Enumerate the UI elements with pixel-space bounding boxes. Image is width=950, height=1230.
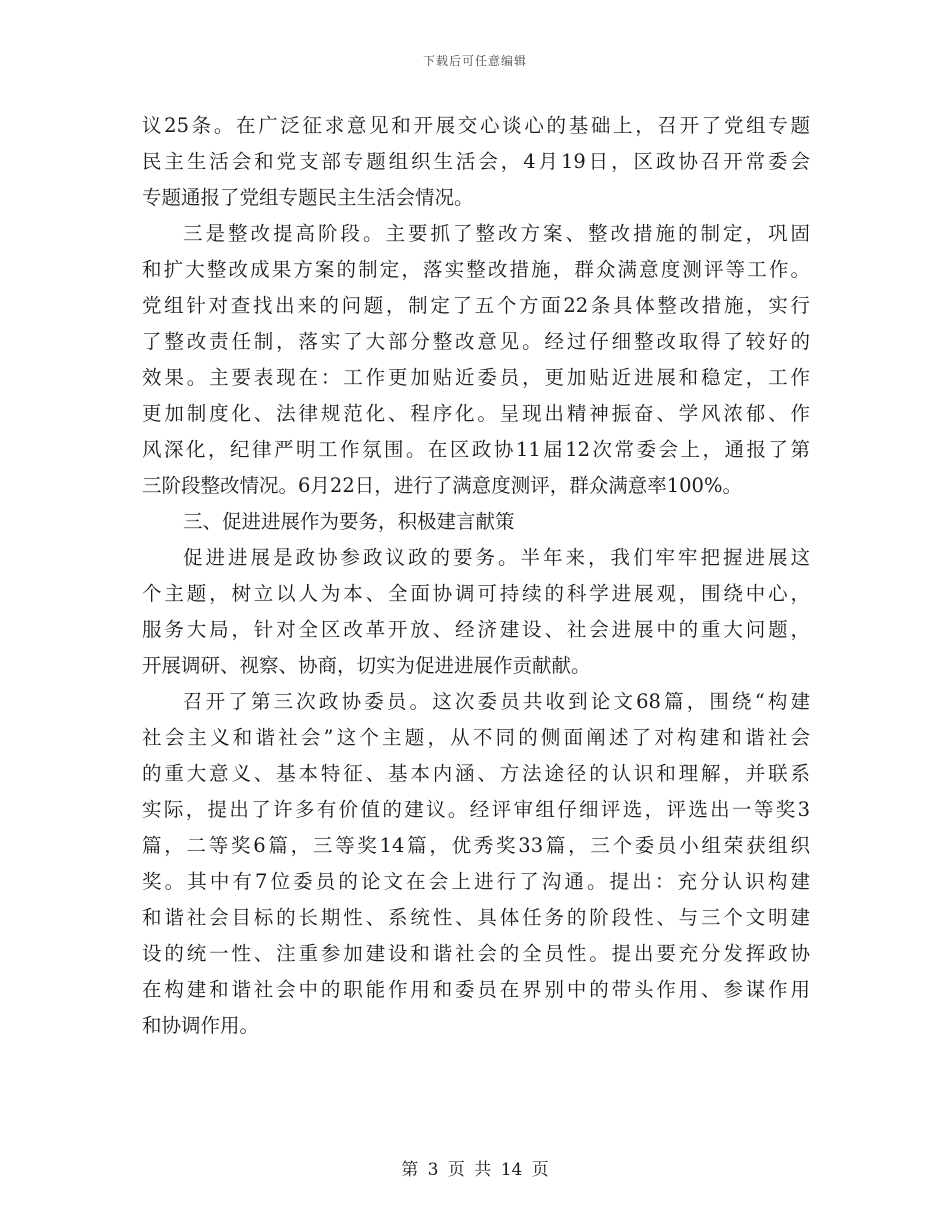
text-line: 和谐社会目标的长期性、系统性、具体任务的阶段性、与三个文明建 <box>142 906 810 929</box>
text-line: 风深化，纪律严明工作氛围。在区政协11届12次常委会上，通报了第 <box>142 438 810 461</box>
text-line: 在构建和谐社会中的职能作用和委员在界别中的带头作用、参谋作用 <box>142 978 810 1001</box>
text-line: 实际，提出了许多有价值的建议。经评审组仔细评选，评选出一等奖3 <box>142 798 810 821</box>
paragraph <box>142 684 810 1044</box>
text-line: 个主题，树立以人为本、全面协调可持续的科学进展观，围绕中心， <box>142 582 810 605</box>
text-line: 开展调研、视察、协商，切实为促进进展作贡献献。 <box>142 654 591 677</box>
text-line: 的重大意义、基本特征、基本内涵、方法途径的认识和理解，并联系 <box>142 762 810 785</box>
text-line: 和协调作用。 <box>142 1014 260 1037</box>
text-line: 三阶段整改情况。6月22日，进行了满意度测评，群众满意率100%。 <box>142 474 742 497</box>
page-footer: 第 3 页 共 14 页 <box>401 1160 549 1180</box>
text-line: 效果。主要表现在：工作更加贴近委员，更加贴近进展和稳定，工作 <box>142 366 810 389</box>
text-line: 党组针对查找出来的问题，制定了五个方面22条具体整改措施，实行 <box>142 294 810 317</box>
text-line: 召开了第三次政协委员。这次委员共收到论文68篇，围绕“构建 <box>183 690 810 713</box>
text-line: 专题通报了党组专题民主生活会情况。 <box>142 186 474 209</box>
text-line: 三是整改提高阶段。主要抓了整改方案、整改措施的制定，巩固 <box>183 222 810 245</box>
text-line: 三、促进进展作为要务，积极建言献策 <box>183 510 515 533</box>
text-line: 议25条。在广泛征求意见和开展交心谈心的基础上，召开了党组专题 <box>142 114 810 137</box>
paragraph <box>142 540 810 684</box>
text-line: 更加制度化、法律规范化、程序化。呈现出精神振奋、学风浓郁、作 <box>142 402 810 425</box>
document-body <box>142 108 810 1044</box>
text-line: 设的统一性、注重参加建设和谐社会的全员性。提出要充分发挥政协 <box>142 942 810 965</box>
text-line: 了整改责任制，落实了大部分整改意见。经过仔细整改取得了较好的 <box>142 330 810 353</box>
text-line: 服务大局，针对全区改革开放、经济建设、社会进展中的重大问题， <box>142 618 810 641</box>
text-line: 和扩大整改成果方案的制定，落实整改措施，群众满意度测评等工作。 <box>142 258 810 281</box>
text-line: 社会主义和谐社会”这个主题，从不同的侧面阐述了对构建和谐社会 <box>142 726 810 749</box>
text-line: 奖。其中有7位委员的论文在会上进行了沟通。提出：充分认识构建 <box>142 870 810 893</box>
text-line: 促进进展是政协参政议政的要务。半年来，我们牢牢把握进展这 <box>183 546 810 569</box>
paragraph <box>142 216 810 504</box>
paragraph <box>142 108 810 216</box>
section-heading <box>142 504 810 540</box>
page-header: 下载后可任意编辑 <box>422 54 527 68</box>
text-line: 民主生活会和党支部专题组织生活会，4月19日，区政协召开常委会 <box>142 150 810 173</box>
text-line: 篇，二等奖6篇，三等奖14篇，优秀奖33篇，三个委员小组荣获组织 <box>142 834 810 857</box>
